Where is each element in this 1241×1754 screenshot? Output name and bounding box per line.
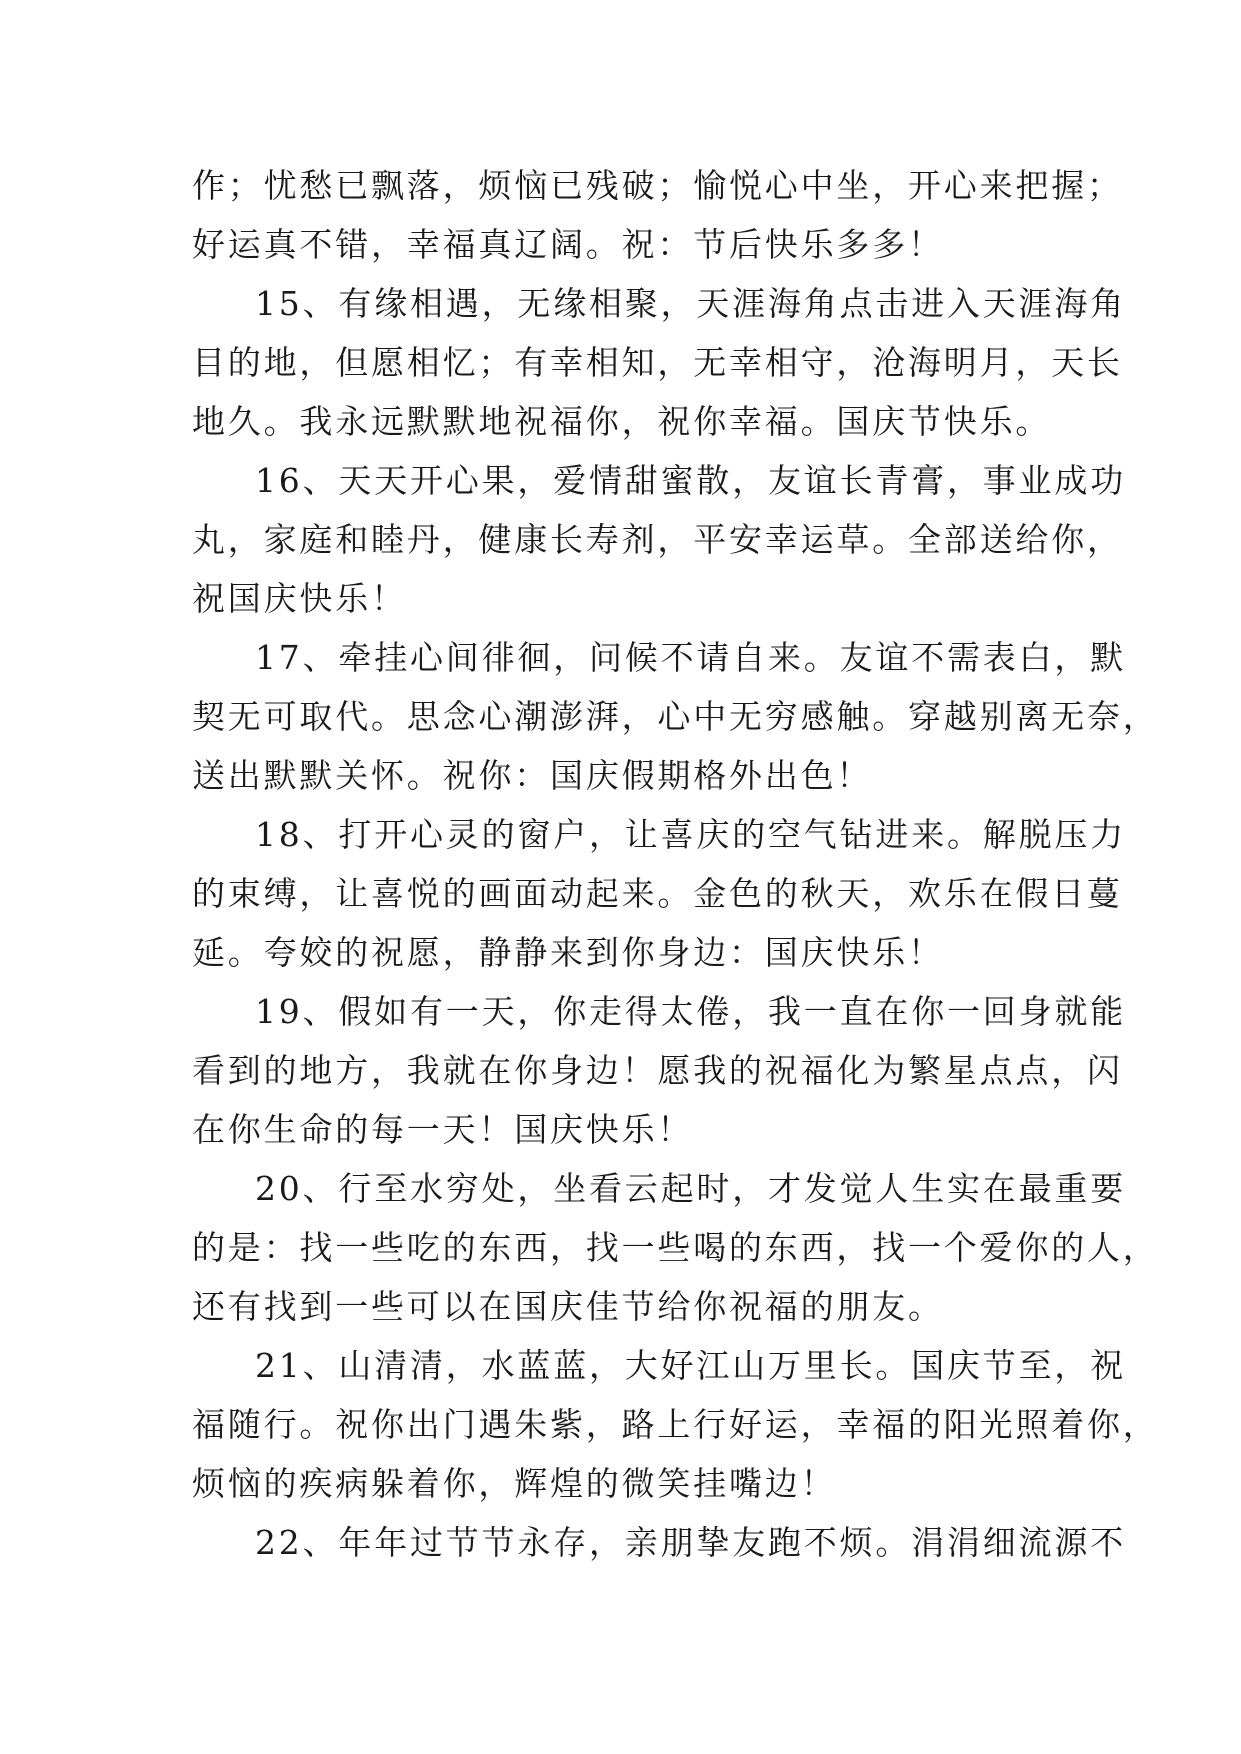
text-line: 丸，家庭和睦丹，健康长寿剂，平安幸运草。全部送给你， [192, 520, 1123, 559]
text-line: 好运真不错，幸福真辽阔。祝：节后快乐多多！ [192, 225, 944, 264]
text-line: 烦恼的疾病躲着你，辉煌的微笑挂嘴边！ [192, 1464, 837, 1503]
paragraph-start-line: 21、山清清，水蓝蓝，大好江山万里长。国庆节至，祝 [255, 1346, 1126, 1385]
text-line: 作；忧愁已飘落，烦恼已残破；愉悦心中坐，开心来把握； [192, 166, 1123, 205]
text-line: 在你生命的每一天！国庆快乐！ [192, 1110, 694, 1149]
text-line: 看到的地方，我就在你身边！愿我的祝福化为繁星点点，闪 [192, 1051, 1123, 1090]
paragraph-start-line: 17、牵挂心间徘徊，问候不请自来。友谊不需表白，默 [255, 638, 1126, 677]
text-line: 的束缚，让喜悦的画面动起来。金色的秋天，欢乐在假日蔓 [192, 874, 1123, 913]
paragraph-start-line: 18、打开心灵的窗户，让喜庆的空气钻进来。解脱压力 [255, 815, 1126, 854]
text-line: 送出默默关怀。祝你：国庆假期格外出色！ [192, 756, 873, 795]
text-line: 目的地，但愿相忆；有幸相知，无幸相守，沧海明月，天长 [192, 343, 1123, 382]
text-line: 福随行。祝你出门遇朱紫，路上行好运，幸福的阳光照着你， [192, 1405, 1159, 1444]
text-line: 延。夸姣的祝愿，静静来到你身边：国庆快乐！ [192, 933, 944, 972]
text-line: 地久。我永远默默地祝福你，祝你幸福。国庆节快乐。 [192, 402, 1052, 441]
text-line: 还有找到一些可以在国庆佳节给你祝福的朋友。 [192, 1287, 944, 1326]
text-line: 祝国庆快乐！ [192, 579, 407, 618]
document-body [192, 156, 1159, 1572]
paragraph-start-line: 22、年年过节节永存，亲朋挚友跑不烦。涓涓细流源不 [255, 1523, 1126, 1562]
text-line: 契无可取代。思念心潮澎湃，心中无穷感触。穿越别离无奈， [192, 697, 1159, 736]
paragraph-start-line: 15、有缘相遇，无缘相聚，天涯海角点击进入天涯海角 [255, 284, 1126, 323]
text-line: 的是：找一些吃的东西，找一些喝的东西，找一个爱你的人， [192, 1228, 1159, 1267]
paragraph-start-line: 16、天天开心果，爱情甜蜜散，友谊长青膏，事业成功 [255, 461, 1126, 500]
paragraph-start-line: 20、行至水穷处，坐看云起时，才发觉人生实在最重要 [255, 1169, 1126, 1208]
paragraph-start-line: 19、假如有一天，你走得太倦，我一直在你一回身就能 [255, 992, 1126, 1031]
